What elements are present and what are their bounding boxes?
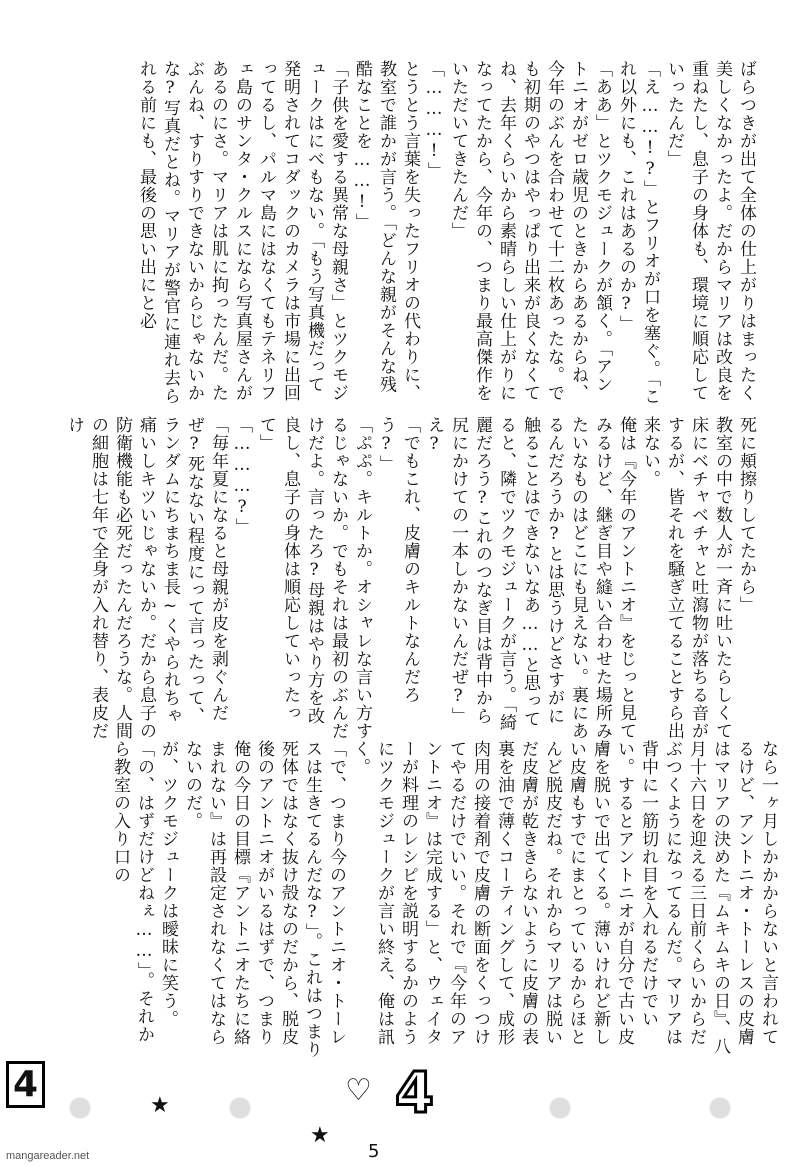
paragraph: 「子供を愛する異常な母親さ」とツクモジュークはにべもない。「もう写真機だって発明されてコダックのカメラは市場に出回ってるし、パルマ島にはなくてもテネリフェ島のサンタ・クルスになら写真屋さんがあるのにさ。マリアは肌に拘ったんだ。たぶんね、すりすりできないからじゃないかな?写真だとね。マリアが警官に連れ去られる前にも、最後の思い出にと必 [136,60,348,405]
paragraph: 「………?」 [232,416,252,536]
paragraph: なら一ヶ月しかかからないと言われてるけど、アントニオ・トーレスの皮膚はマリアの決めた『ムキムキの日』、八月十六日を迎える三日前くらいからだぶつくようになってるんだ。マリアは背中に一筋切れ目を入れるだけでいい。するとアントニオが自分で古い皮膚を脱いで出てくる。薄いけれど新しい皮膚もすでにまとっているからほとんど脱皮だね。それからマリアは脱いだ皮膚が乾ききらないように皮膚の表裏を油で薄くコーティングして、成形肉用の接着剤で皮膚の断面をくっつけてやるだけでいい。それで『今年のアントニオ』は完成する」と、ウェイターが料理のレシピを説明するかのようにツクモジュークが言い終え、俺は訊く。 [350,740,778,1056]
paragraph: 「ぷぷ。キルトか。オシャレな言い方するじゃないか。でもそれは最初のぶんだけだよ。言ったろ?母親はやり方を改良し、息子の身体は順応していったって」 [256,416,372,740]
paragraph: 「でもこれ、皮膚のキルトなんだろう?」 [376,416,420,704]
paragraph: 「………!」 [424,60,444,180]
paragraph: 「え……!?」とフリオが口を塞ぐ。「これ以外にも、これはあるのか?」 [616,60,660,406]
paragraph: 「毎年夏になると母親が皮を剥ぐんだぜ?死なない程度にって言ったって、ランダムにちまちま長~くやられちゃ痛いしキツいじゃないか。だから息子の防衛機能も必死だったんだろうな。人間の細胞は七年で全身が入れ替り、表皮だけ [64,416,228,740]
text-block-middle [38,416,758,742]
star-icon: ★ [150,1093,170,1118]
watermark: mangareader.net [6,1150,90,1162]
paragraph: 「ああ」とツクモジュークが頷く。「アントニオがゼロ歳児のときからあるからね、今年のぶんを合わせて十二枚あったな。でも初期のやつはやっぱり出来が良くなくてね、去年くらいから素晴らしい仕上がりになってたから、今年の、つまり最高傑作をいただいてきたんだ」 [448,60,612,402]
footer-illustration [0,1058,800,1168]
paragraph: 「で、つまり今のアントニオ・トーレスは生きてるんだな?」。これはつまり死体ではなく抜け殻なのだから、脱皮後のアントニオがいるはずで、つまり俺の今日の目標『アントニオたちに絡まれない』は再設定されなくてはならないのだ。 [182,740,346,1059]
heart-icon: ♡ [345,1073,372,1108]
corner-badge: 4 [6,1061,45,1108]
paragraph: ばらつきが出て全体の仕上がりはまったく美しくなかったよ。だからマリアは改良を重ねたし、息子の身体も、環境に順応していったんだ」 [664,60,756,402]
text-block-top [38,60,758,408]
chapter-number: 4 [395,1061,434,1126]
text-block-bottom [110,740,780,1060]
paragraph: 教室の中で数人が一斉に吐いたらしくて床にベチャベチャと吐瀉物が落ちる音がするが、皆それを騒ぎ立てることすら出来ない。 [640,416,732,740]
paragraph: え? [424,416,444,455]
paragraph: 俺は『今年のアントニオ』をじっと見てみるけど、継ぎ目や縫い合わせた場所みたいなものはどこにも見えない。裏にあるんだろうか?とは思うけどさすがに触ることはできないなあ……と思ってると、隣でツクモジュークが言う。「綺麗だろう?これのつなぎ目は背中から尻にかけての一本しかないんだぜ?」 [448,416,636,740]
paragraph: 死に頬擦りしてたから」 [736,416,756,614]
paragraph: とうとう言葉を失ったフリオの代わりに、教室で誰かが言う。「どんな親がそんな残酷なことを……!」 [352,60,420,402]
paragraph: が、ツクモジュークは曖昧に笑う。「の、はずだけどねぇ……」。それから教室の入り口の [110,740,178,1044]
page-number: 5 [368,1141,380,1162]
star-icon: ★ [310,1123,330,1148]
